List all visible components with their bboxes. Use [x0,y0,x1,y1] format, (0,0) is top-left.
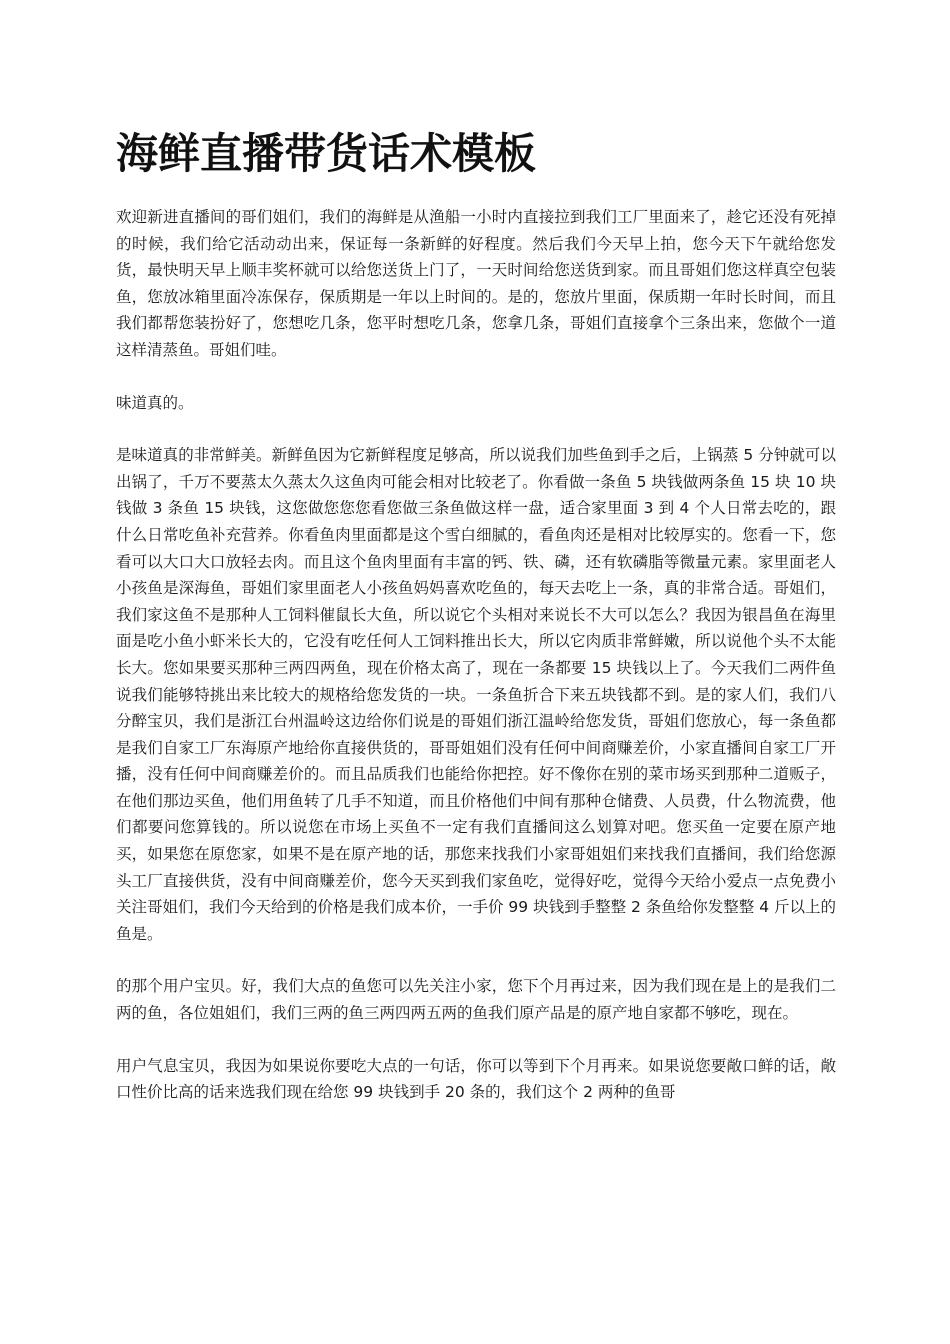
paragraph-intro: 欢迎新进直播间的哥们姐们，我们的海鲜是从渔船一小时内直接拉到我们工厂里面来了，趁它还没有死掉的时候，我们给它活动动出来，保证每一条新鲜的好程度。然后我们今天早上拍，您今天下午就给您发货，最快明天早上顺丰奖杯就可以给您送货上门了，一天时间给您送货到家。而且哥姐们您这样真空包装鱼，您放冰箱里面冷冻保存，保质期是一年以上时间的。是的，您放片里面，保质期一年时长时间，而且我们都帮您装扮好了，您想吃几条，您平时想吃几条，您拿几条，哥姐们直接拿个三条出来，您做个一道这样清蒸鱼。哥姐们哇。 [116,208,836,359]
paragraph-details: 是味道真的非常鲜美。新鲜鱼因为它新鲜程度足够高，所以说我们加些鱼到手之后，上锅蒸 5 分钟就可以出锅了，千万不要蒸太久蒸太久这鱼肉可能会相对比较老了。你看做一条鱼 5 块钱做两条鱼 15 块 10 块钱做 3 条鱼 15 块钱，这您做您您您看您做三条鱼做这样一盘，适合家里面 3 到 4 个人日常去吃的，跟什么日常吃鱼补充营养。你看鱼肉里面都是这个雪白细腻的，看鱼肉还是相对比较厚实的。您看一下，您看可以大口大口放轻去肉。而且这个鱼肉里面有丰富的钙、铁、磷，还有软磷脂等微量元素。家里面老人小孩鱼是深海鱼，哥姐们家里面老人小孩鱼妈妈喜欢吃鱼的，每天去吃上一条，真的非常合适。哥姐们，我们家这鱼不是那种人工饲料催鼠长大鱼，所以说它个头相对来说长不大可以怎么？我因为银昌鱼在海里面是吃小鱼小虾米长大的，它没有吃任何人工饲料推出长大，所以它肉质非常鲜嫩，所以说他个头不太能长大。您如果要买那种三两四两鱼，现在价格太高了，现在一条都要 15 块钱以上了。今天我们二两件鱼说我们能够特挑出来比较大的规格给您发货的一块。一条鱼折合下来五块钱都不到。是的家人们，我们八分醉宝贝，我们是浙江台州温岭这边给你们说是的哥姐们浙江温岭给您发货，哥姐们您放心，每一条鱼都是我们自家工厂东海原产地给你直接供货的，哥哥姐姐们没有任何中间商赚差价，小家直播间自家工厂开播，没有任何中间商赚差价的。而且品质我们也能给你把控。好不像你在别的菜市场买到那种二道贩子，在他们那边买鱼，他们用鱼转了几手不知道，而且价格他们中间有那种仓储费、人员费，什么物流费，他们都要问您算钱的。所以说您在市场上买鱼不一定有我们直播间这么划算对吧。您买鱼一定要在原产地买，如果您在原您家，如果不是在原产地的话，那您来找我们小家哥姐姐们来找我们直播间，我们给您源头工厂直接供货，没有中间商赚差价，您今天买到我们家鱼吃，觉得好吃，觉得今天给小爱点一点免费小关注哥姐们，我们今天给到的价格是我们成本价，一手价 99 块钱到手整整 2 条鱼给你发整整 4 斤以上的鱼是。 [116,446,837,943]
paragraph-taste: 味道真的。 [116,393,194,412]
paragraph-user-next-month: 用户气息宝贝，我因为如果说你要吃大点的一句话，你可以等到下个月再来。如果说您要敞口鲜的话，敞口性价比高的话来选我们现在给您 99 块钱到手 20 条的，我们这个 2 两种的鱼哥 [116,1056,836,1102]
document-title: 海鲜直播带货话术模板 [116,129,537,178]
paragraph-user-follow: 的那个用户宝贝。好，我们大点的鱼您可以先关注小家，您下个月再过来，因为我们现在是上的是我们二两的鱼，各位姐姐们，我们三两的鱼三两四两五两的鱼我们原产品是的原产地自家都不够吃，现在。 [116,977,836,1023]
document-page [116,124,836,1132]
